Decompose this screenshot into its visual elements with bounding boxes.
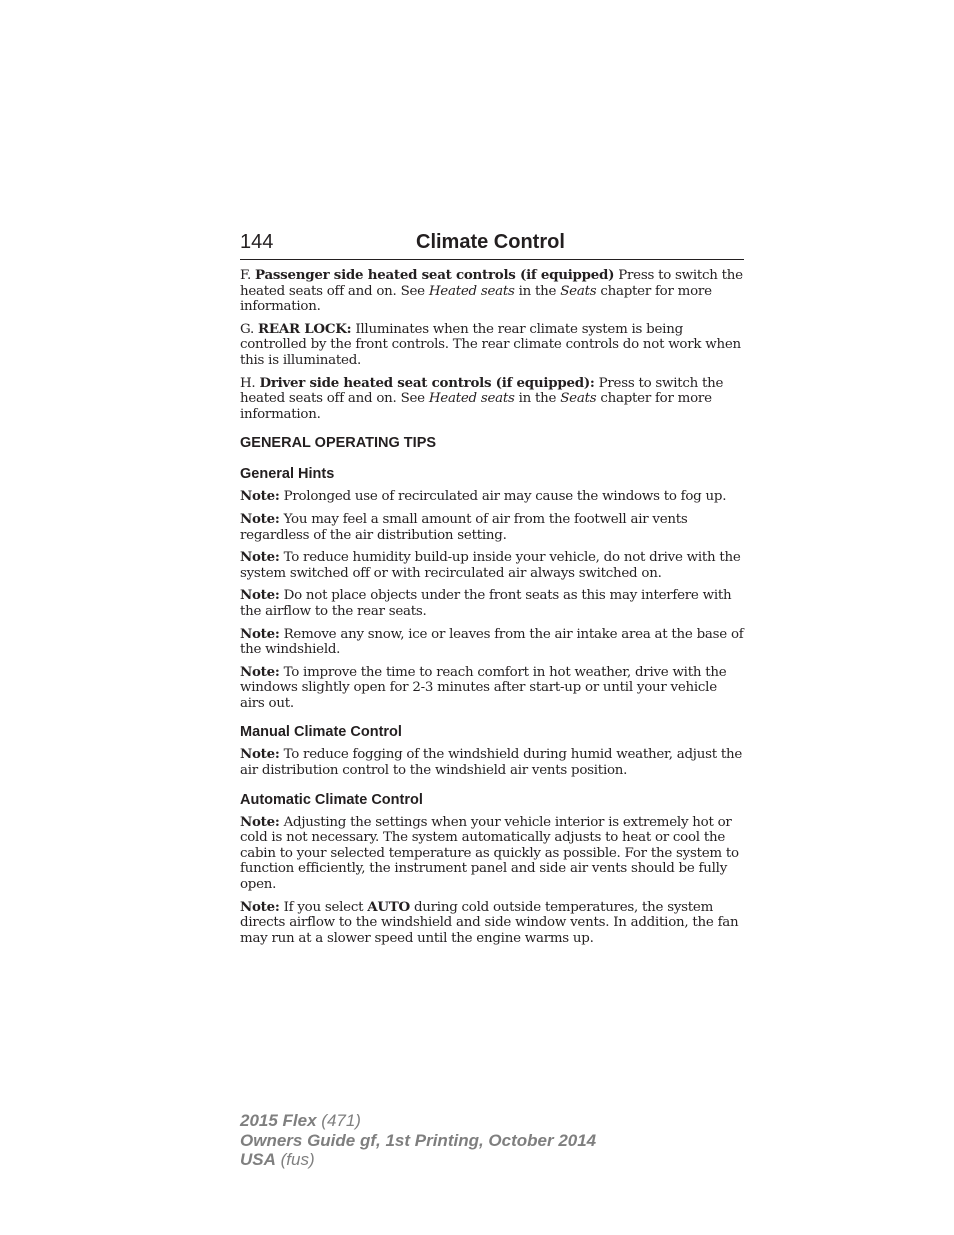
- page-footer: [240, 1111, 596, 1170]
- chapter-title: Climate Control: [416, 231, 565, 253]
- cross-reference: Seats: [560, 283, 597, 299]
- note-text: during cold outside temperatures, the system directs airflow to the windshield and side window vents. In addition, the fan may run at a slower speed until the engine warms up.: [240, 899, 739, 946]
- note-text: Do not place objects under the front seats as this may interfere with the airflow to the rear seats.: [240, 588, 732, 619]
- footer-guide: Owners Guide gf, 1st Printing, October 2014: [240, 1130, 597, 1150]
- item-f: [240, 268, 744, 315]
- item-letter: H.: [240, 375, 256, 391]
- note-label: Note:: [240, 549, 280, 566]
- note-label: Note:: [240, 510, 280, 527]
- note-text: Adjusting the settings when your vehicle interior is extremely hot or cold is not necessary. The system automatically adjusts to heat or cool the cabin to your selected temperature as quickly as possible. For the system to function efficiently, the instrument panel and side air vents should be fully open.: [240, 814, 739, 893]
- footer-region-line: [240, 1150, 596, 1170]
- auto-keyword: AUTO: [367, 898, 410, 915]
- item-g: [240, 322, 744, 369]
- note-label: Note:: [240, 587, 280, 604]
- page-number: 144: [240, 231, 274, 253]
- note-label: Note:: [240, 663, 280, 680]
- note: [240, 550, 744, 581]
- footer-model-line: [240, 1111, 596, 1131]
- note: [240, 489, 744, 505]
- footer-region: USA: [240, 1150, 276, 1169]
- page-header: [240, 229, 744, 260]
- note-text: To improve the time to reach comfort in hot weather, drive with the windows slightly open for 2-3 minutes after start-up or until your vehicle airs out.: [240, 664, 727, 711]
- note: [240, 747, 744, 778]
- subheading-automatic-climate: Automatic Climate Control: [240, 791, 423, 808]
- footer-guide-line: [240, 1131, 596, 1151]
- item-term: Driver side heated seat controls (if equipped):: [259, 374, 595, 391]
- note-text: To reduce humidity build-up inside your vehicle, do not drive with the system switched off or with recirculated air always switched on.: [240, 550, 741, 581]
- item-text: chapter for more information.: [240, 391, 712, 422]
- note: [240, 512, 744, 543]
- note-label: Note:: [240, 898, 280, 915]
- footer-model-code: (471): [316, 1111, 361, 1130]
- note-label: Note:: [240, 488, 280, 505]
- item-h: [240, 376, 744, 423]
- note-text: To reduce fogging of the windshield during humid weather, adjust the air distribution control to the windshield air vents position.: [240, 747, 743, 779]
- note: [240, 588, 744, 619]
- note-text: If you select: [279, 899, 368, 915]
- item-text: Illuminates when the rear climate system is being controlled by the front controls. The rear climate controls do not work when this is illuminated.: [240, 321, 741, 368]
- cross-reference: Heated seats: [428, 283, 515, 299]
- item-text: Press to switch the heated seats off and on. See: [240, 375, 724, 407]
- item-text: Press to switch the heated seats off and on. See: [240, 268, 743, 299]
- item-term: REAR LOCK:: [258, 320, 352, 337]
- note-text: You may feel a small amount of air from the footwell air vents regardless of the air distribution setting.: [240, 511, 688, 543]
- note-text: Remove any snow, ice or leaves from the air intake area at the base of the windshield.: [240, 626, 744, 658]
- note: [240, 815, 744, 893]
- item-text: in the: [514, 391, 561, 407]
- footer-region-code: (fus): [275, 1150, 315, 1169]
- note-text: Prolonged use of recirculated air may cause the windows to fog up.: [279, 489, 727, 505]
- note-label: Note:: [240, 625, 280, 642]
- item-term: Passenger side heated seat controls (if equipped): [254, 267, 615, 283]
- footer-model: 2015 Flex: [240, 1111, 317, 1130]
- note: [240, 665, 744, 712]
- cross-reference: Heated seats: [428, 391, 515, 407]
- page-content: [240, 268, 744, 953]
- note: [240, 627, 744, 658]
- note-label: Note:: [240, 746, 280, 763]
- item-letter: G.: [240, 321, 254, 337]
- item-text: in the: [514, 283, 561, 299]
- note: [240, 900, 744, 947]
- section-title: GENERAL OPERATING TIPS: [240, 435, 437, 452]
- subheading-manual-climate: Manual Climate Control: [240, 724, 402, 741]
- note-label: Note:: [240, 813, 280, 830]
- cross-reference: Seats: [560, 391, 597, 407]
- subheading-general-hints: General Hints: [240, 466, 335, 483]
- item-letter: F.: [240, 268, 251, 283]
- item-text: chapter for more information.: [240, 283, 712, 315]
